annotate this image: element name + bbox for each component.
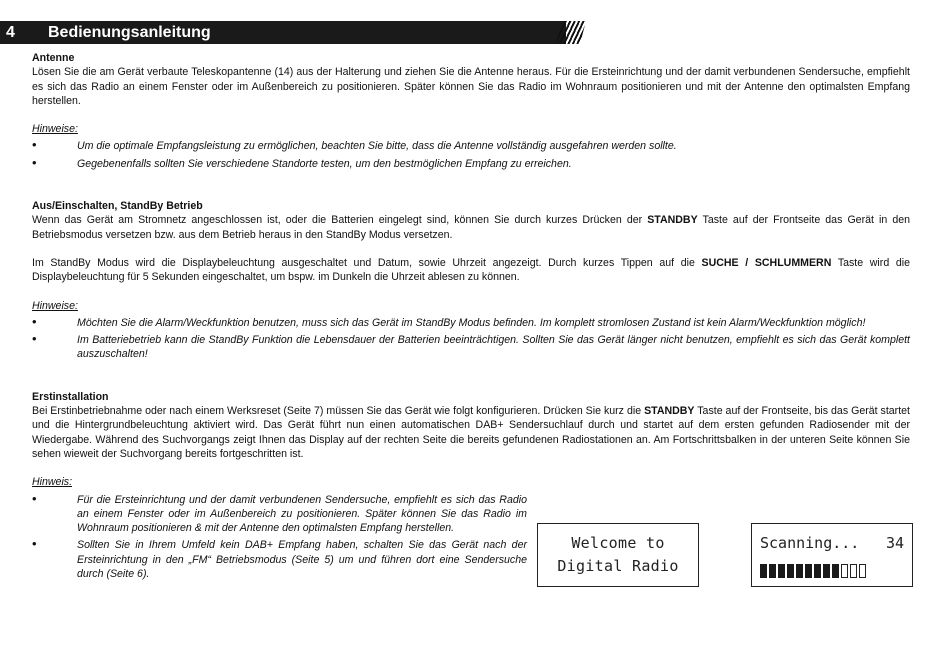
section-header-bar (0, 21, 566, 44)
list-item: • Sollten Sie in Ihrem Umfeld kein DAB+ Empfang haben, schalten Sie das Gerät nach der Ersteinrichtung in den „FM“ Betriebsmodus (Seite 5) um und führen dort eine Sendersuche durch (Seite 6). (32, 536, 527, 581)
antenne-text: Lösen Sie die am Gerät verbaute Teleskopantenne (14) aus der Halterung und ziehen Sie die Antenne heraus. Für die Ersteinrichtung und der damit verbundenen Sendersuche, empfiehlt es sich das Radio an einem Fenster oder im Außenbereich zu positionieren. Später können Sie das Radio im Wohnraum positionieren und mit der Antenne den optimalsten Empfang herstellen. (32, 66, 910, 107)
list-item: • Im Batteriebetrieb kann die StandBy Funktion die Lebensdauer der Batterien beeinträchtigen. Sollten Sie das Gerät länger nicht benutzen, empfiehlt es sich das Gerät komplett auszuschalten! (32, 331, 910, 361)
progress-segment (760, 564, 767, 578)
progress-segment (850, 564, 857, 578)
page-content (32, 51, 910, 584)
erst-note-heading: Hinweis: (32, 476, 73, 489)
antenne-heading: Antenne (32, 52, 75, 64)
bullet-icon: • (32, 536, 37, 552)
bullet-icon: • (32, 490, 37, 506)
bullet-icon: • (32, 137, 37, 153)
lcd-line-1: Welcome to (571, 534, 665, 552)
progress-segment (859, 564, 866, 578)
standby-paragraph-1: Wenn das Gerät am Stromnetz angeschlossen ist, oder die Batterien eingelegt sind, können Sie durch kurzes Drücken der STANDBY Taste auf der Frontseite das Gerät in den Betriebsmodus versetzen bzw. aus dem Betrieb heraus in den StandBy Modus versetzen. (32, 214, 911, 241)
scan-status-row (760, 534, 904, 552)
antenne-notes (32, 139, 910, 171)
progress-segment (787, 564, 794, 578)
progress-segment (823, 564, 830, 578)
section-number: 4 (6, 24, 15, 41)
standby-note-heading: Hinweise: (32, 299, 78, 312)
standby-heading: Aus/Einschalten, StandBy Betrieb (32, 200, 203, 213)
progress-segment (796, 564, 803, 578)
progress-segment (814, 564, 821, 578)
erst-notes (32, 490, 527, 582)
progress-segment (769, 564, 776, 578)
standby-notes (32, 313, 910, 362)
list-item: • Möchten Sie die Alarm/Weckfunktion benutzen, muss sich das Gerät im StandBy Modus befinden. Im komplett stromlosen Zustand ist kein Alarm/Weckfunktion möglich! (32, 313, 866, 329)
lcd-scanning-display (751, 523, 913, 587)
list-item: • Für die Ersteinrichtung und der damit verbundenen Sendersuche, empfiehlt es sich das Radio an einem Fenster oder im Außenbereich zu positionieren. Später können Sie das Radio im Wohnraum positionieren & mit der Antenne den optimalsten Empfang herstellen. (32, 490, 527, 535)
progress-segment (778, 564, 785, 578)
bullet-icon: • (32, 154, 37, 170)
section-title: Bedienungsanleitung (48, 24, 211, 41)
progress-segment (832, 564, 839, 578)
scan-progress-bar (760, 564, 866, 578)
progress-segment (841, 564, 848, 578)
bullet-icon: • (32, 313, 37, 329)
list-item: • Um die optimale Empfangsleistung zu ermöglichen, beachten Sie bitte, dass die Antenne vollständig ausgefahren werden sollte. (32, 137, 677, 153)
list-item: • Gegebenenfalls sollten Sie verschiedene Standorte testen, um den bestmöglichen Empfang zu erreichen. (32, 154, 572, 170)
erst-heading: Erstinstallation (32, 390, 109, 403)
progress-segment (805, 564, 812, 578)
erst-paragraph: Bei Erstinbetriebnahme oder nach einem Werksreset (Seite 7) müssen Sie das Gerät wie folgt konfigurieren. Drücken Sie kurz die STANDBY Taste auf der Frontseite, bis das Gerät startet und die Hintergrundbeleuchtung aktiviert wird. Das Gerät führt nun einen automatischen DAB+ Sendersuchlauf durch und startet auf dem ersten gefunden Radiosender mit der Wiedergabe. Während des Suchvorgangs zeigt Ihnen das Display auf der rechten Seite die bereits gefundenen Radiostationen an. Am Fortschrittsbalken in der unteren Seite können Sie sehen wieweit der Suchvorgang bereits fortgeschritten ist. (32, 405, 910, 460)
scan-station-count: 34 (885, 534, 904, 552)
bullet-icon: • (32, 331, 37, 347)
antenne-note-heading: Hinweise: (32, 123, 78, 136)
standby-paragraph-2: Im StandBy Modus wird die Displaybeleuchtung ausgeschaltet und Datum, sowie Uhrzeit angezeigt. Durch kurzes Tippen auf die SUCHE / SCHLUMMERN Taste wird die Displaybeleuchtung für 5 Sekunden eingeschaltet, um bspw. im Dunkeln die Uhrzeit ablesen zu können. (32, 256, 910, 284)
scan-status-text: Scanning... (760, 534, 860, 552)
lcd-line-2: Digital Radio (557, 557, 679, 575)
lcd-welcome-display (537, 523, 699, 587)
